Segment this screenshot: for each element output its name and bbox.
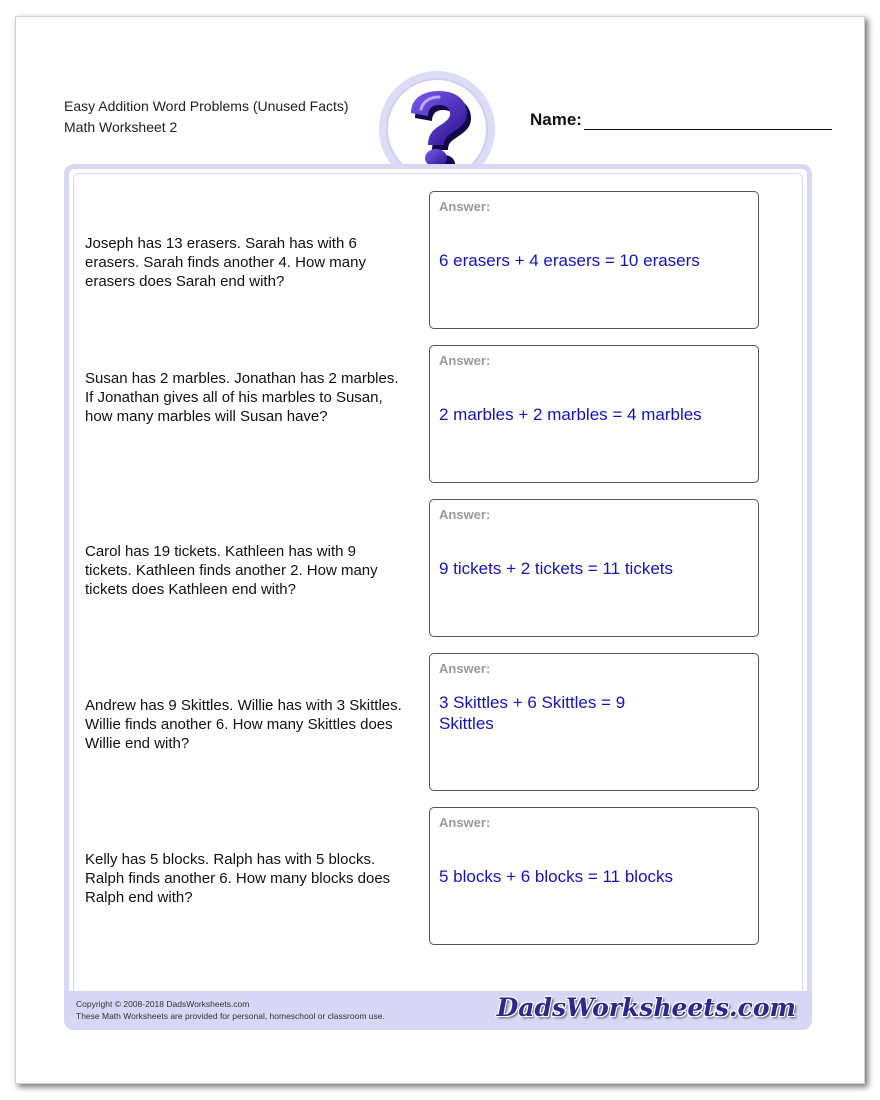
worksheet-subtitle: Math Worksheet 2 <box>64 119 178 135</box>
answer-text: 9 tickets + 2 tickets = 11 tickets <box>439 559 674 578</box>
problem-text: Susan has 2 marbles. Jonathan has 2 marbles. If Jonathan gives all of his marbles to Susan, how many marbles will Susan have? <box>85 370 399 425</box>
answer-label: Answer: <box>439 661 491 676</box>
answer-text: 6 erasers + 4 erasers = 10 erasers <box>439 251 700 270</box>
answer-box[interactable] <box>429 191 759 329</box>
answer-label: Answer: <box>439 353 491 368</box>
name-field[interactable] <box>530 110 832 130</box>
answer-box[interactable] <box>429 345 759 483</box>
problem-text: Joseph has 13 erasers. Sarah has with 6 erasers. Sarah finds another 4. How many erasers does Sarah end with? <box>85 235 366 290</box>
copyright-block <box>76 998 385 1022</box>
problem-text: Kelly has 5 blocks. Ralph has with 5 blocks. Ralph finds another 6. How many blocks does Ralph end with? <box>85 851 391 906</box>
answer-label: Answer: <box>439 815 491 830</box>
problem-text: Carol has 19 tickets. Kathleen has with 9 tickets. Kathleen finds another 2. How many tickets does Kathleen end with? <box>85 543 378 598</box>
answer-box[interactable] <box>429 807 759 945</box>
dadsworksheets-logo[interactable]: DadsWorksheets.com <box>496 993 796 1022</box>
answer-label: Answer: <box>439 507 491 522</box>
answer-box[interactable] <box>429 653 759 791</box>
answer-label: Answer: <box>439 199 491 214</box>
worksheet-title-block <box>64 96 349 138</box>
name-blank-line[interactable] <box>584 111 832 130</box>
copyright-text: Copyright © 2008-2018 DadsWorksheets.com <box>76 999 250 1009</box>
answer-box[interactable] <box>429 499 759 637</box>
answer-text: 3 Skittles + 6 Skittles = 9 Skittles <box>439 693 626 733</box>
usage-note: These Math Worksheets are provided for personal, homeschool or classroom use. <box>76 1011 385 1021</box>
footer-band <box>64 991 812 1030</box>
name-label: Name: <box>530 110 582 129</box>
problem-text: Andrew has 9 Skittles. Willie has with 3 Skittles. Willie finds another 6. How many Skittles does Willie end with? <box>85 697 402 752</box>
question-mark-icon <box>401 89 473 171</box>
answer-text: 5 blocks + 6 blocks = 11 blocks <box>439 867 674 886</box>
worksheet-title: Easy Addition Word Problems (Unused Facts) <box>64 98 349 114</box>
answer-text: 2 marbles + 2 marbles = 4 marbles <box>439 405 702 424</box>
